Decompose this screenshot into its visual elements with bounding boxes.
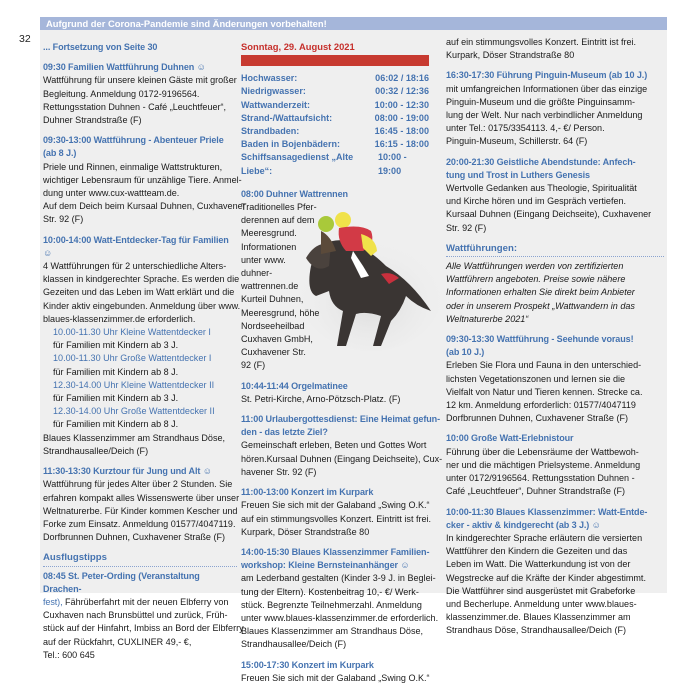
event-title: 20:00-21:30 Geistliche Abendstunde: Anfech- xyxy=(446,156,636,167)
tide-value: 16:15 - 18:00 xyxy=(374,139,429,150)
tide-value: 10:00 - 12:30 xyxy=(374,99,429,110)
section-heading-ausflugstipps: Ausflugstipps xyxy=(43,551,237,566)
smiley-icon: ☺ xyxy=(196,62,206,73)
event-st-peter-ording xyxy=(43,570,244,662)
event-title-cont: workshop: Kleine Bernsteinanhänger xyxy=(241,560,398,571)
text-line: unter www. xyxy=(241,254,286,265)
event-orgelmatinee xyxy=(241,380,441,406)
text-line: am Lederband gestalten (Kinder 3-9 J. in Beglei- xyxy=(241,573,436,584)
slot-desc: für Familien mit Kindern ab 3 J. xyxy=(53,393,179,404)
text-line: 4 Wattführungen für 2 unterschiedliche Alters- xyxy=(43,261,227,272)
tide-value: 16:45 - 18:00 xyxy=(374,126,429,137)
text-line: Str. 92 (F) xyxy=(43,214,84,225)
text-line: unter 0172/9196564. Rettungsstation Duhnen - xyxy=(446,473,635,484)
text-line: Freuen Sie sich mit der Galaband „Swing O.K.“ xyxy=(241,500,430,511)
text-line: Leben im Watt. Die Watterkundung ist von der xyxy=(446,559,631,570)
text-line: auf ein stimmungsvolles Konzert. Eintritt ist frei. xyxy=(241,513,432,524)
event-title: 10:44-11:44 Orgelmatinee xyxy=(241,380,348,391)
text-line: havener Str. 92 (F) xyxy=(241,466,317,477)
tide-row xyxy=(241,125,429,138)
text-line: Alle Wattführungen werden von zertifizierten xyxy=(446,261,624,272)
text-line: Die Wattführer sind ausgerüstet mit Grabeforke xyxy=(446,585,636,596)
event-body-first: Fährüberfahrt mit der neuen Elbferry von xyxy=(62,596,229,607)
event-abenteuer-priele xyxy=(43,134,246,226)
smiley-icon: ☺ xyxy=(400,560,410,571)
event-title: 09:30-13:30 Wattführung - Seehunde voraus! xyxy=(446,334,634,345)
event-title-cont: tung und Trost in Luthers Genesis xyxy=(446,169,590,180)
text-line: Priele und Rinnen, einmalige Wattstrukturen, xyxy=(43,161,223,172)
tide-row xyxy=(241,138,429,151)
slot-time: 12.30-14.00 Uhr Große Wattentdecker II xyxy=(53,406,215,417)
event-geistliche-abendstunde xyxy=(446,156,664,235)
text-line: Kinder aktiv eingebunden. Anmeldung über www. xyxy=(43,300,241,311)
text-line: Blaues Klassenzimmer am Strandhaus Döse, xyxy=(43,432,226,443)
event-body xyxy=(446,446,664,499)
text-line: Café „Leuchtfeuer“, Duhner Strandstraße (F) xyxy=(446,486,626,497)
tide-table xyxy=(241,72,441,178)
text-line: auf ein stimmungsvolles Konzert. Eintritt ist frei. xyxy=(446,37,637,47)
event-body xyxy=(43,609,244,662)
text-line: dung unter www.cux-wattteam.de. xyxy=(43,188,180,199)
text-line: Strandhausallee/Deich (F) xyxy=(43,445,149,456)
event-body xyxy=(43,478,240,544)
text-line: wattrennen.de xyxy=(241,281,299,292)
slot-time: 10.00-11.30 Uhr Kleine Wattentdecker I xyxy=(53,327,211,338)
tide-row xyxy=(241,151,429,177)
section-heading-wattfuehrungen: Wattführungen: xyxy=(446,242,664,257)
event-body xyxy=(241,439,441,479)
text-line: Cuxhavener Str. xyxy=(241,347,306,358)
day-heading: Sonntag, 29. August 2021 xyxy=(241,41,355,52)
text-line: Führung über die Lebensräume der Wattbewoh- xyxy=(446,446,639,457)
text-line: stück. Begrenzte Teilnehmerzahl. Anmeldung xyxy=(241,599,422,610)
smiley-icon: ☺ xyxy=(43,247,53,258)
text-line: Traditionelles Pfer- xyxy=(241,202,317,213)
event-title: 10:00-11:30 Blaues Klassenzimmer: Watt-Entde- xyxy=(446,506,648,517)
smiley-icon: ☺ xyxy=(591,519,601,530)
event-title-cont: den - das letzte Ziel? xyxy=(241,427,328,438)
event-title: 09:30 Familien Wattführung Duhnen xyxy=(43,62,195,73)
tide-label: Strandbaden: xyxy=(241,126,300,137)
tide-value: 10:00 - 19:00 xyxy=(377,152,407,176)
event-body xyxy=(241,672,441,685)
continued-text xyxy=(446,36,664,62)
tide-label: Wattwanderzeit: xyxy=(241,99,311,110)
event-title: 08:45 St. Peter-Ording (Veranstaltung Drachen- xyxy=(43,570,200,594)
text-line: blaues-klassenzimmer.de erforderlich. xyxy=(43,313,196,324)
slot-desc: für Familien mit Kindern ab 3 J. xyxy=(53,340,179,351)
text-line: hören.Kursaal Duhnen (Eingang Deichseite), Cux- xyxy=(241,453,443,464)
event-title-cont: cker - aktiv & kindgerecht (ab 3 J.) xyxy=(446,519,590,530)
text-line: lung der Welt. Nur nach verbindlicher Anmeldung xyxy=(446,110,643,121)
event-watt-entdecker-aktiv xyxy=(446,506,664,638)
text-line: Gezeiten und das Leben im Watt erklärt und die xyxy=(43,287,235,298)
text-line: 12 km. Anmeldung erforderlich: 01577/4047119 xyxy=(446,400,636,411)
column-1 xyxy=(43,41,246,662)
text-line: Wertvolle Gedanken aus Theologie, Spiritualität xyxy=(446,183,637,194)
text-line: unter www.blaues-klassenzimmer.de erforderlich. xyxy=(241,612,439,623)
text-line: Weltnaturerbe. Für Kinder kommen Kescher und xyxy=(43,505,238,516)
event-body xyxy=(241,499,441,539)
text-line: duhner- xyxy=(241,268,273,279)
event-title: 08:00 Duhner Wattrennen xyxy=(241,188,348,199)
smiley-icon: ☺ xyxy=(202,466,212,477)
column-2 xyxy=(241,31,441,685)
text-line: Meeresgrund, höhe xyxy=(241,307,320,318)
text-line: mit umfangreichen Informationen über das einzige xyxy=(446,83,648,94)
event-konzert-kurpark-2 xyxy=(241,659,441,685)
tide-label: Baden in Bojenbädern: xyxy=(241,139,341,150)
text-line: Blaues Klassenzimmer am Strandhaus Döse, xyxy=(241,626,424,637)
text-line: Forke zum Einsatz. Anmeldung 01577/4047119. xyxy=(43,518,236,529)
event-title: 10:00 Große Watt-Erlebnistour xyxy=(446,433,574,444)
event-seehunde-voraus xyxy=(446,333,664,425)
text-line: Kurteil Duhnen, xyxy=(241,294,304,305)
event-body xyxy=(241,393,441,406)
text-line: klassen in kindgerechter Sprache. Es werden die xyxy=(43,274,240,285)
tide-value: 00:32 / 12:36 xyxy=(375,86,429,97)
event-body xyxy=(446,83,664,149)
event-title: 15:00-17:30 Konzert im Kurpark xyxy=(241,659,374,670)
event-body xyxy=(241,201,327,373)
text-line: Dorfbrunnen Duhnen, Cuxhavener Straße (F) xyxy=(446,413,629,424)
text-line: Kurpark, Döser Strandstraße 80 xyxy=(446,50,575,61)
text-line: Freuen Sie sich mit der Galaband „Swing O.K.“ xyxy=(241,672,430,683)
event-title-cont: (ab 10 J.) xyxy=(446,347,485,358)
event-body xyxy=(43,161,246,227)
text-line: Tel.: 600 645 xyxy=(43,649,95,660)
event-body xyxy=(446,359,664,425)
text-line: Kursaal Duhnen (Eingang Deichseite), Cuxhavener xyxy=(446,209,652,220)
tide-row xyxy=(241,85,429,98)
event-pinguin-museum xyxy=(446,69,664,148)
tide-row xyxy=(241,99,429,112)
text-line: 92 (F) xyxy=(241,360,266,371)
text-line: Cuxhaven nach Brunsbüttel und zurück, Früh- xyxy=(43,610,228,621)
event-body xyxy=(241,572,441,651)
event-title: 11:30-13:30 Kurztour für Jung und Alt xyxy=(43,466,201,477)
wattfuehrungen-intro xyxy=(446,260,664,326)
tide-row xyxy=(241,72,429,85)
text-line: Strandhaus Döse, Strandhausallee/Deich (F) xyxy=(446,625,627,636)
text-line: Wattführern angeboten. Preise sowie nähere xyxy=(446,274,626,285)
tide-row xyxy=(241,112,429,125)
tide-label: Niedrigwasser: xyxy=(241,86,306,97)
slot-time: 12.30-14.00 Uhr Kleine Wattentdecker II xyxy=(53,379,215,390)
text-line: Wegstrecke auf die Kräfte der Kinder abgestimmt. xyxy=(446,572,646,583)
event-grosse-watt-erlebnistour xyxy=(446,432,664,498)
corona-notice-bar: Aufgrund der Corona-Pandemie sind Änderungen vorbehalten! xyxy=(40,17,667,30)
event-urlaubergottesdienst xyxy=(241,413,441,479)
event-title: 16:30-17:30 Führung Pinguin-Museum (ab 10 J.) xyxy=(446,70,648,81)
text-line: klassenzimmer.de. Blaues Klassenzimmer am xyxy=(446,612,631,623)
event-kurztour xyxy=(43,465,240,544)
tide-value: 08:00 - 19:00 xyxy=(374,112,429,123)
tide-label: Schiffsansagedienst „Alte Liebe“: xyxy=(241,152,354,176)
text-line: Auf dem Deich beim Kursaal Duhnen, Cuxhavener xyxy=(43,201,246,212)
event-body xyxy=(43,260,241,326)
text-line: Dorfbrunnen Duhnen, Cuxhavener Straße (F) xyxy=(43,532,226,543)
slot-desc: für Familien mit Kindern ab 8 J. xyxy=(53,366,179,377)
continuation-note: ... Fortsetzung von Seite 30 xyxy=(43,42,158,52)
slot-list xyxy=(43,326,237,432)
jockey-cap-yellow xyxy=(335,212,351,228)
text-line: St. Petri-Kirche, Arno-Pötzsch-Platz. (F) xyxy=(241,393,401,404)
text-line: Str. 92 (F) xyxy=(446,222,487,233)
text-line: Rettungsstation Duhnen - Café „Leuchtfeuer“, xyxy=(43,101,227,112)
text-line: und Becherlupe. Anmeldung unter www.blaues- xyxy=(446,598,637,609)
event-duhner-wattrennen xyxy=(241,188,441,373)
text-line: unter Tel.: 0175/3354113. 4,- €/ Person. xyxy=(446,123,605,134)
text-line: Pinguin-Museum, Schillerstr. 64 (F) xyxy=(446,136,588,147)
text-line: auf der Rückfahrt, CUXLINER 49,- €, xyxy=(43,636,192,647)
text-line: stück auf der Hinfahrt, Imbiss an Bord der Elbferry xyxy=(43,623,244,634)
text-line: Pinguin-Museum und die größte Pinguinsamm- xyxy=(446,96,636,107)
event-bernsteinanhaenger xyxy=(241,546,441,652)
event-title: 11:00 Urlaubergottesdienst: Eine Heimat gefun- xyxy=(241,414,440,425)
text-line: Wattführung für unsere kleinen Gäste mit großer xyxy=(43,75,237,86)
event-place xyxy=(43,432,237,458)
text-line: Informationen xyxy=(241,241,297,252)
text-line: Nordseeheilbad xyxy=(241,320,305,331)
events-panel xyxy=(40,30,667,683)
text-line: Wattführer den Kindern die Gezeiten und das xyxy=(446,546,628,557)
text-line: Cuxhaven GmbH, xyxy=(241,334,313,345)
text-line: Strandhausallee/Deich (F) xyxy=(241,639,347,650)
event-title: 09:30-13:00 Wattführung - Abenteuer Priele xyxy=(43,135,224,146)
text-line: Weltnaturerbe 2021“ xyxy=(446,313,529,324)
event-title: 14:00-15:30 Blaues Klassenzimmer Familien- xyxy=(241,546,430,557)
slot-time: 10.00-11.30 Uhr Große Wattentdecker I xyxy=(53,353,212,364)
event-body xyxy=(446,182,664,235)
text-line: Wattführung für jedes Alter über 2 Stunden. Sie xyxy=(43,479,233,490)
text-line: In kindgerechter Sprache erläutern die versierten xyxy=(446,532,643,543)
event-title: 11:00-13:00 Konzert im Kurpark xyxy=(241,487,374,498)
event-watt-entdecker-tag xyxy=(43,234,241,458)
text-line: derennen auf dem xyxy=(241,215,315,226)
text-line: Informationen erhalten Sie direkt beim Anbieter xyxy=(446,287,635,298)
event-familien-wattfuehrung xyxy=(43,61,237,127)
day-heading-bar xyxy=(241,55,429,66)
text-line: Gemeinschaft erleben, Beten und Gottes Wort xyxy=(241,440,427,451)
event-body xyxy=(43,74,237,127)
event-konzert-kurpark-1 xyxy=(241,486,441,539)
text-line: Erleben Sie Flora und Fauna in den unterschied- xyxy=(446,360,642,371)
text-line: lichsten Vegetationszonen und lernen sie die xyxy=(446,373,626,384)
slot-desc: für Familien mit Kindern ab 8 J. xyxy=(53,419,179,430)
text-line: Duhner Strandstraße (F) xyxy=(43,115,142,126)
text-line: Begleitung. Anmeldung 0172-9196564. xyxy=(43,88,200,99)
text-line: erfahren kompakt alles Wissenswerte über unser xyxy=(43,492,240,503)
text-line: tung der Eltern). Kostenbeitrag 10,- €/ Werk- xyxy=(241,586,419,597)
column-3 xyxy=(446,36,664,638)
text-line: und Kirche hören und im Gespräch vertiefen. xyxy=(446,196,627,207)
event-title-cont: fest), xyxy=(43,596,63,607)
event-title-cont: (ab 8 J.) xyxy=(43,148,77,159)
text-line: ner und die mächtigen Prielsysteme. Anmeldung xyxy=(446,459,641,470)
page-number: 32 xyxy=(19,33,31,45)
text-line: wichtiger Lebensraum für unzählige Tiere. Anmel- xyxy=(43,174,242,185)
text-line: Vielfalt von Natur und Tieren kennen. Strecke ca. xyxy=(446,386,643,397)
text-line: oder in unserem Prospekt „Wattwandern in das xyxy=(446,300,635,311)
text-line: Kurpark, Döser Strandstraße 80 xyxy=(241,526,370,537)
tide-value: 06:02 / 18:16 xyxy=(375,73,429,84)
text-line: Meeresgrund. xyxy=(241,228,297,239)
tide-label: Strand-/Wattaufsicht: xyxy=(241,112,333,123)
tide-label: Hochwasser: xyxy=(241,73,298,84)
event-title: 10:00-14:00 Watt-Entdecker-Tag für Familien xyxy=(43,234,229,245)
